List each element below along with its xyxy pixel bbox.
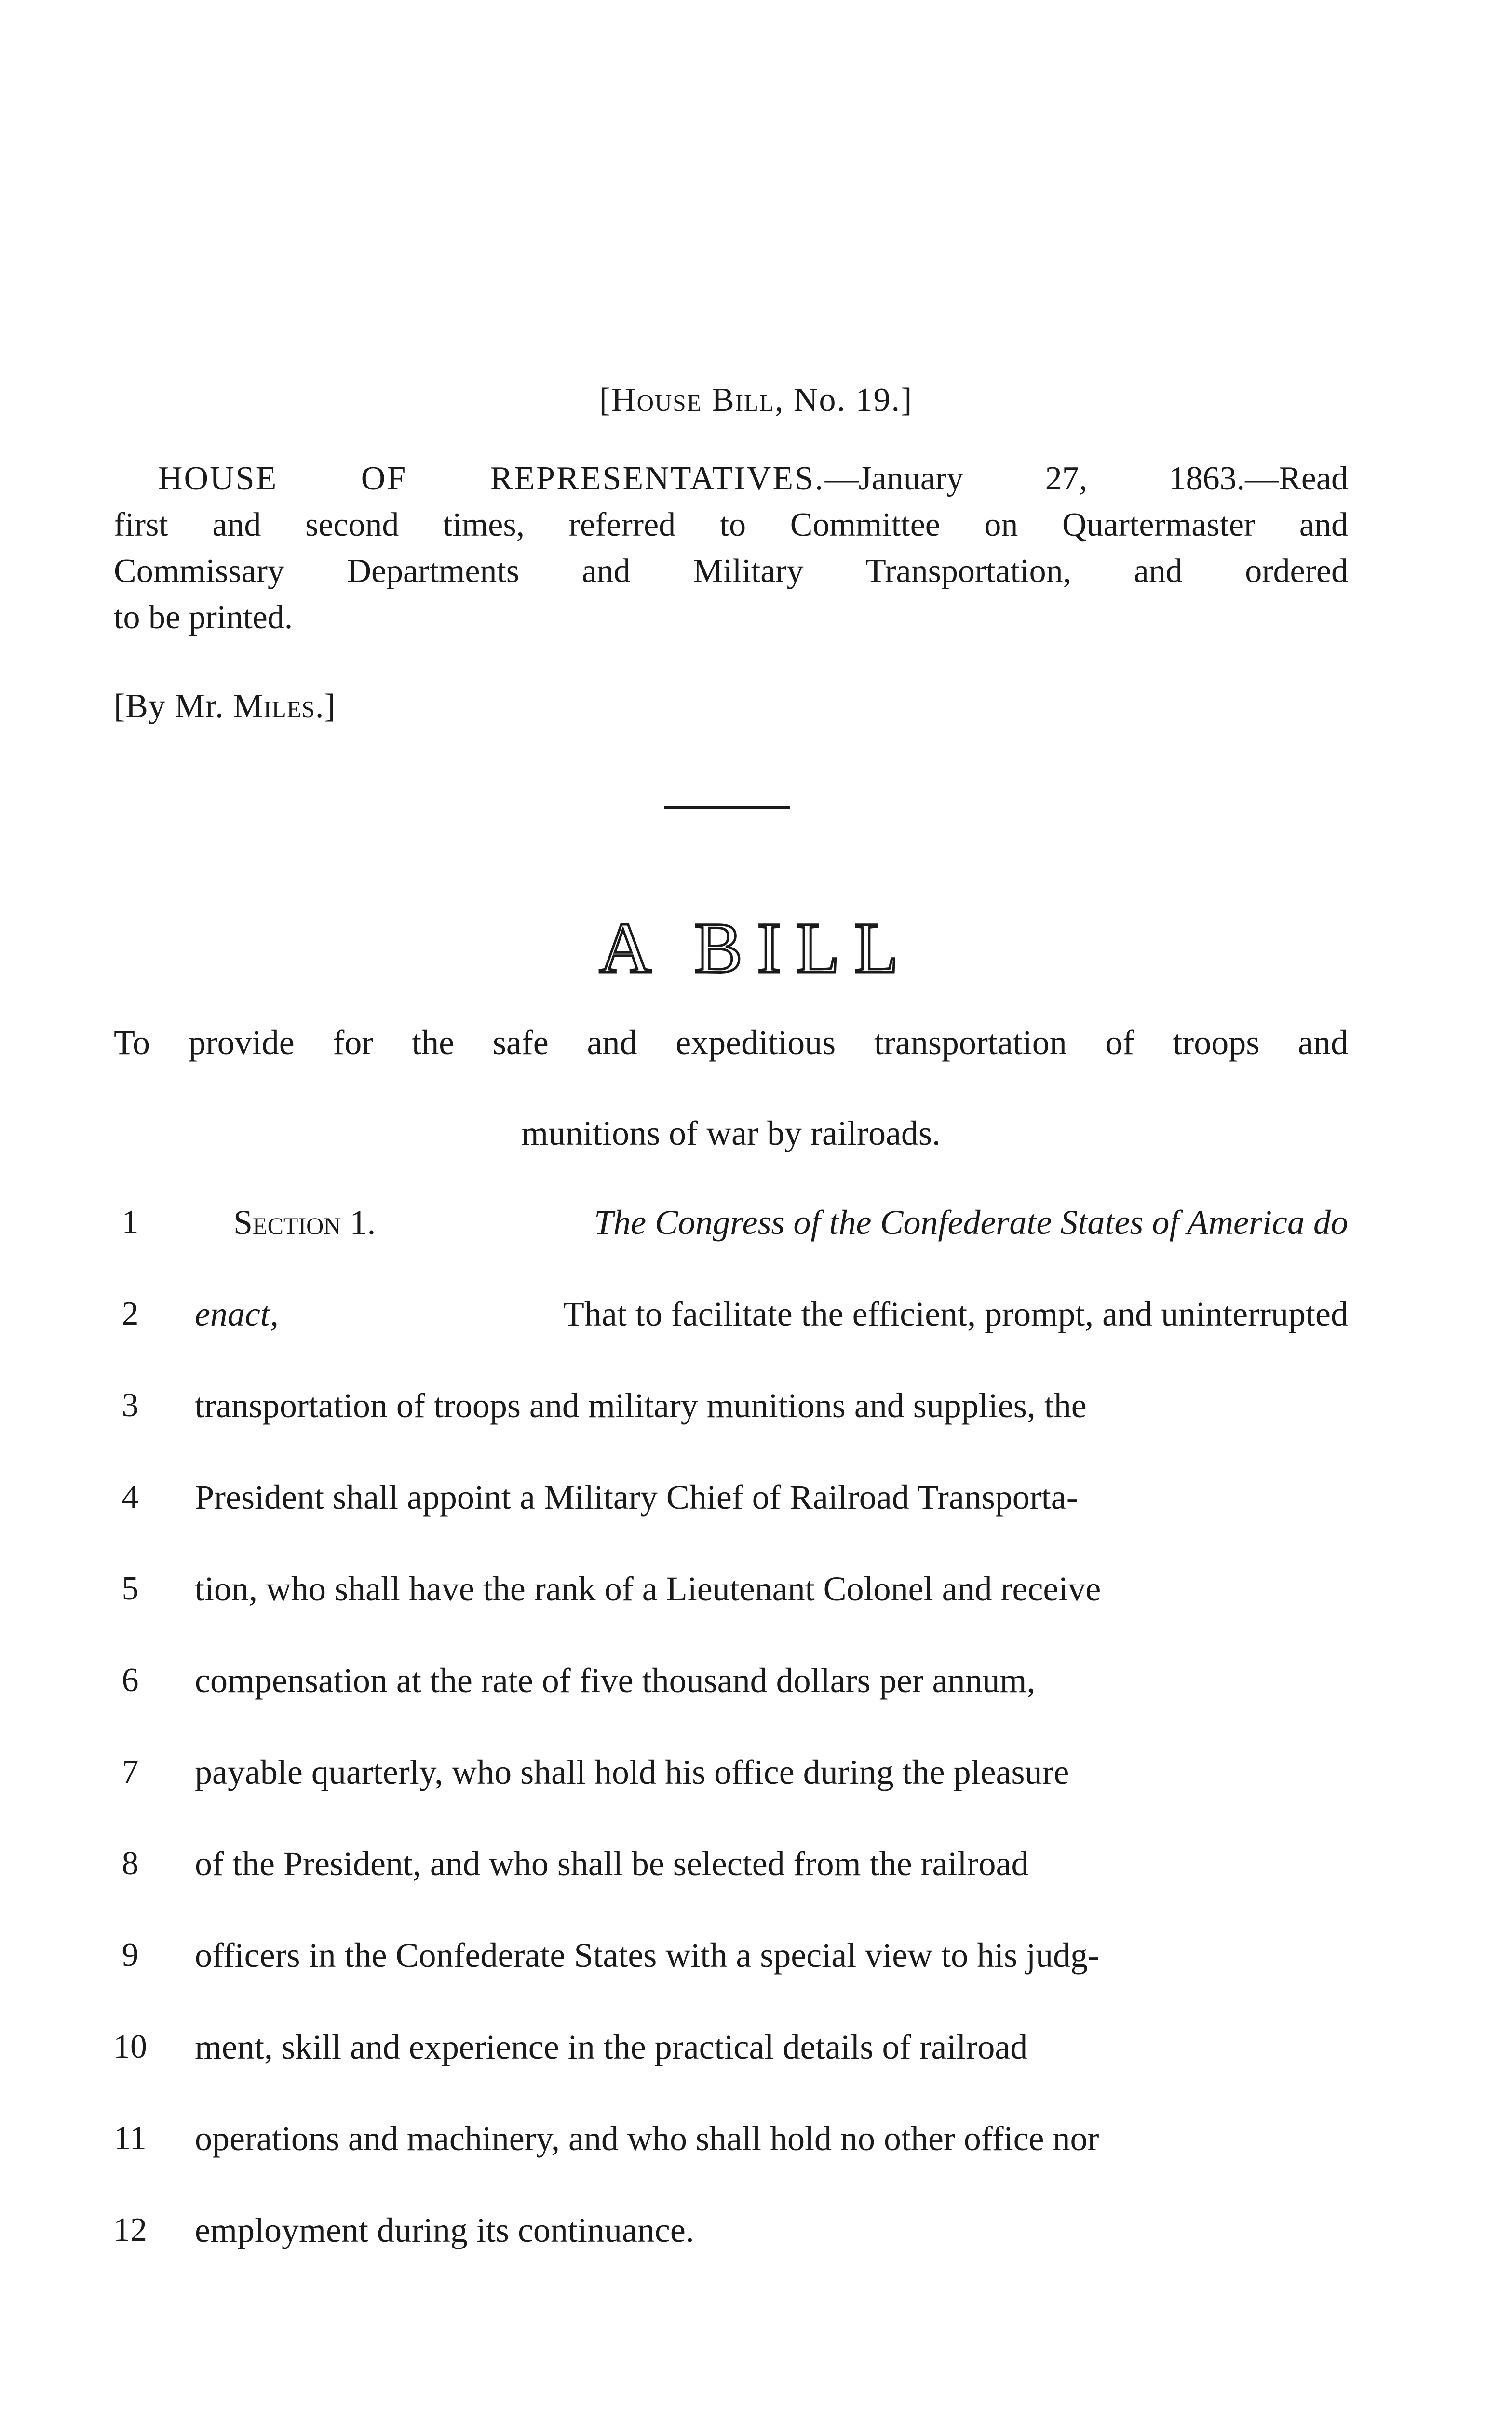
section-label: Section 1. <box>233 1203 376 1242</box>
sponsor-suffix: .] <box>315 688 336 725</box>
bill-line <box>0 1377 1512 1435</box>
header-paragraph <box>114 456 1348 641</box>
bill-line <box>0 2018 1512 2076</box>
line-text <box>233 1193 1348 1251</box>
line-number: 5 <box>122 1570 139 1607</box>
bill-subtitle-line-1: To provide for the safe and expeditious transportation of troops and <box>114 1023 1348 1062</box>
bill-line <box>0 1560 1512 1618</box>
enact-word: enact, <box>195 1295 279 1333</box>
house-of-representatives: HOUSE OF REPRESENTATIVES. <box>158 460 825 497</box>
sponsor <box>114 687 336 726</box>
bill-line <box>0 1743 1512 1801</box>
sponsor-prefix: [By Mr. <box>114 688 233 725</box>
header-date-read: —January 27, 1863.—Read <box>824 460 1348 497</box>
header-line-4: to be printed. <box>114 599 293 636</box>
line-text-content: That to facilitate the efficient, prompt, and uninterrupted <box>563 1295 1348 1333</box>
line-number: 10 <box>113 2028 147 2065</box>
line-text: of the President, and who shall be selected from the railroad <box>195 1844 1029 1883</box>
line-number: 8 <box>122 1845 139 1882</box>
line-number: 2 <box>122 1295 139 1332</box>
bill-line <box>0 1468 1512 1526</box>
divider-rule <box>664 806 790 809</box>
line-text: tion, who shall have the rank of a Lieutenant Colonel and receive <box>195 1570 1101 1608</box>
bill-number <box>0 381 1512 420</box>
bill-number-open: [ <box>599 381 612 419</box>
line-text: payable quarterly, who shall hold his office during the pleasure <box>195 1753 1069 1791</box>
line-number: 6 <box>122 1662 139 1699</box>
enacting-clause: The Congress of the Confederate States of America do <box>594 1203 1348 1242</box>
bill-line <box>0 1835 1512 1893</box>
line-text: transportation of troops and military munitions and supplies, the <box>195 1386 1087 1425</box>
sponsor-name: Miles <box>233 688 315 725</box>
line-number: 12 <box>113 2211 147 2248</box>
line-number: 4 <box>122 1478 139 1516</box>
bill-line <box>0 2201 1512 2259</box>
line-text: employment during its continuance. <box>195 2211 694 2249</box>
header-line-3: Commissary Departments and Military Transportation, and ordered <box>114 553 1348 590</box>
line-text: officers in the Confederate States with a special view to his judg- <box>195 1936 1100 1975</box>
line-number: 1 <box>122 1204 139 1241</box>
bill-title: A BILL <box>599 908 913 988</box>
bill-line <box>0 2110 1512 2167</box>
line-number: 9 <box>122 1937 139 1974</box>
line-number: 3 <box>122 1387 139 1424</box>
bill-subtitle-line-2: munitions of war by railroads. <box>521 1114 941 1152</box>
header-line-1 <box>114 456 1348 502</box>
header-line-2: first and second times, referred to Committee on Quartermaster and <box>114 506 1348 543</box>
house-bill-label: House Bill <box>611 381 775 419</box>
line-text: ment, skill and experience in the practical details of railroad <box>195 2028 1028 2066</box>
line-number: 11 <box>114 2120 147 2157</box>
bill-line <box>0 1926 1512 1984</box>
line-number: 7 <box>122 1753 139 1790</box>
line-text: operations and machinery, and who shall hold no other office nor <box>195 2119 1099 2158</box>
line-text: compensation at the rate of five thousand dollars per annum, <box>195 1661 1036 1700</box>
line-text <box>195 1285 1348 1343</box>
bill-line <box>0 1193 1512 1251</box>
bill-line <box>0 1285 1512 1343</box>
bill-line <box>0 1652 1512 1709</box>
bill-number-value: , No. 19.] <box>774 381 913 419</box>
line-text: President shall appoint a Military Chief of Railroad Transporta- <box>195 1478 1078 1517</box>
